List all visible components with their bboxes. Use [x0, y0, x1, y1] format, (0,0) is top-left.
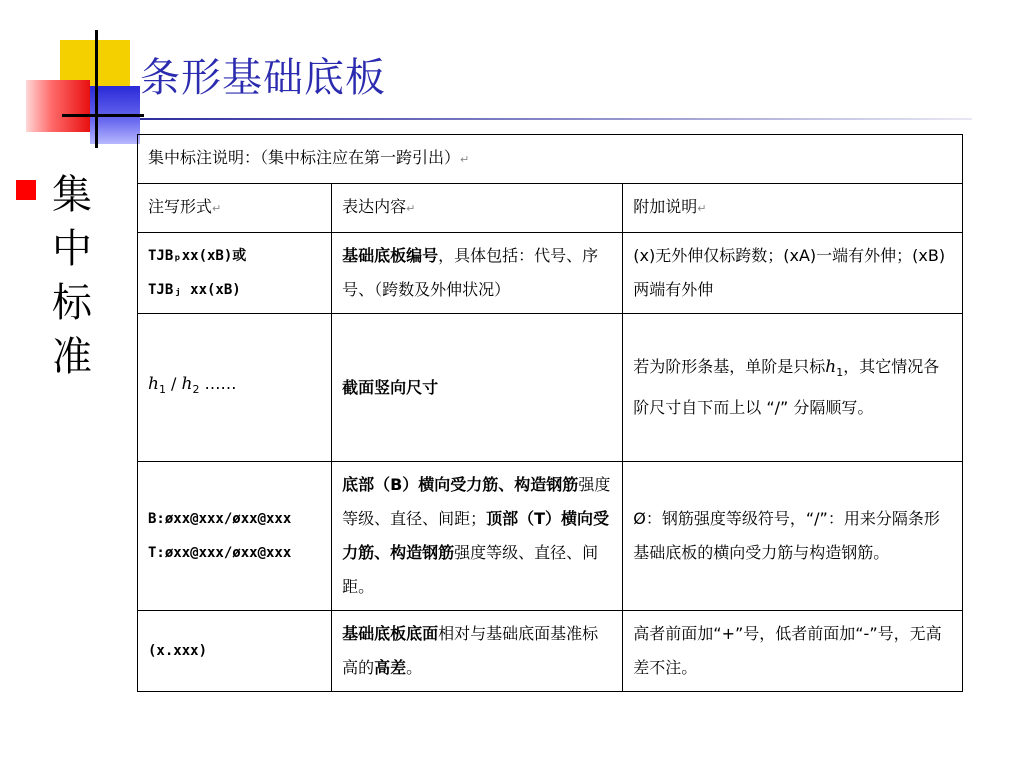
content-cell: 截面竖向尺寸 — [332, 314, 623, 462]
decor-red-square — [26, 80, 90, 132]
form-cell — [138, 233, 332, 314]
content-cell: 基础底板编号，具体包括：代号、序号、（跨数及外伸状况） — [332, 233, 623, 314]
side-label — [48, 168, 96, 384]
table-caption: 集中标注说明：（集中标注应在第一跨引出）↵ — [138, 135, 963, 184]
note-cell: 高者前面加“+”号，低者前面加“-”号，无高差不注。 — [623, 611, 963, 692]
header-cell: 注写形式↵ — [138, 184, 332, 233]
note-cell: Ø：钢筋强度等级符号，“/”：用来分隔条形基础底板的横向受力筋与构造钢筋。 — [623, 462, 963, 611]
side-label-char: 中 — [52, 226, 92, 272]
table-row — [138, 462, 963, 611]
form-cell: $h_1 / h_2$ …… — [138, 314, 332, 462]
table-row — [138, 611, 963, 692]
table-caption-row — [138, 135, 963, 184]
bullet-square-icon — [16, 180, 36, 200]
decor-horizontal-line — [62, 114, 144, 117]
side-label-char: 准 — [52, 334, 92, 380]
form-line: T:øxx@xxx/øxx@xxx — [148, 545, 292, 561]
slide-title: 条形基础底板 — [140, 55, 386, 101]
header-cell: 附加说明↵ — [623, 184, 963, 233]
form-line: B:øxx@xxx/øxx@xxx — [148, 511, 292, 527]
header-cell: 表达内容↵ — [332, 184, 623, 233]
form-line: TJBⱼ xx(xB) — [148, 282, 241, 298]
table-row — [138, 233, 963, 314]
decor-vertical-line — [95, 30, 98, 148]
title-underline — [140, 118, 972, 120]
side-label-char: 集 — [52, 172, 92, 218]
annotation-table — [137, 134, 963, 692]
form-cell — [138, 611, 332, 692]
note-cell: (x)无外伸仅标跨数；(xA)一端有外伸；(xB)两端有外伸 — [623, 233, 963, 314]
form-line: (x.xxx) — [148, 643, 208, 659]
content-cell: 基础底板底面相对与基础底面基准标高的高差。 — [332, 611, 623, 692]
table-row — [138, 314, 963, 462]
form-line: TJBₚxx(xB)或 — [148, 248, 247, 264]
note-cell: 若为阶形条基，单阶是只标$h_1$，其它情况各阶尺寸自下而上以 “/” 分隔顺写。 — [623, 314, 963, 462]
side-label-char: 标 — [52, 280, 92, 326]
table-header-row — [138, 184, 963, 233]
content-cell: 底部（B）横向受力筋、构造钢筋强度等级、直径、间距；顶部（T）横向受力筋、构造钢筋强度等级、直径、间距。 — [332, 462, 623, 611]
form-cell — [138, 462, 332, 611]
